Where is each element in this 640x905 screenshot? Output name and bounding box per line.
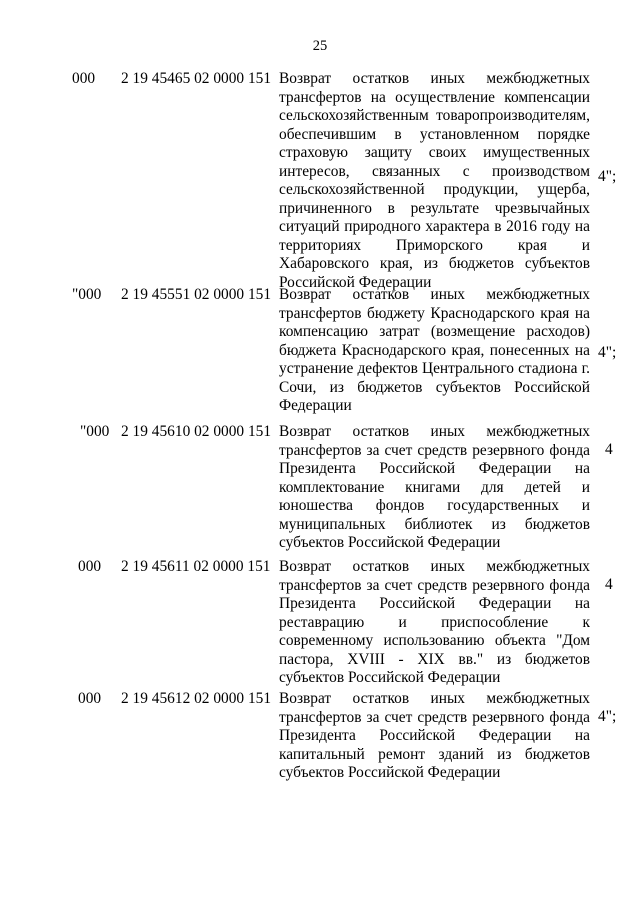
budget-classification-code: 2 19 45611 02 0000 151 — [121, 558, 271, 575]
revenue-description: Возврат остатков иных межбюджетных трансфертов бюджету Краснодарского края на компенсацию затрат (возмещение расходов) бюджета Краснодарского края, понесенных на устранение дефектов Центрального стадиона г. Сочи, из бюджетов субъектов Российской Федерации — [279, 286, 590, 414]
revenue-description: Возврат остатков иных межбюджетных трансфертов за счет средств резервного фонда Президента Российской Федерации на комплектование книгами для детей и юношества фондов государственных и муниципальных библиотек из бюджетов субъектов Российской Федерации — [279, 423, 590, 551]
budget-classification-code: 2 19 45465 02 0000 151 — [121, 70, 272, 87]
admin-code: 000 — [78, 558, 102, 575]
budget-classification-code: 2 19 45551 02 0000 151 — [121, 286, 272, 303]
admin-code: 000 — [72, 70, 96, 87]
admin-code: "000 — [72, 286, 102, 303]
admin-code: 000 — [78, 690, 102, 707]
budget-level: 4"; — [598, 708, 617, 725]
budget-level: 4 — [605, 441, 613, 458]
table-row — [0, 286, 640, 416]
revenue-description: Возврат остатков иных межбюджетных трансфертов на осуществление компенсации сельскохозяйственным товаропроизводителям, обеспечившим в установленном порядке страховую защиту своих имущественных интересов, связанных с производством сельскохозяйственной продукции, ущерба, причиненного в результате чрезвычайных ситуаций природного характера в 2016 году на территориях Приморского края и Хабаровского края, из бюджетов субъектов Российской Федерации — [279, 70, 590, 291]
table-row — [0, 690, 640, 790]
budget-level: 4"; — [598, 168, 617, 185]
budget-classification-code: 2 19 45612 02 0000 151 — [121, 690, 272, 707]
revenue-description: Возврат остатков иных межбюджетных трансфертов за счет средств резервного фонда Президента Российской Федерации на реставрацию и приспособление к современному использованию объекта "Дом пастора, XVIII - XIX вв." из бюджетов субъектов Российской Федерации — [279, 558, 590, 686]
revenue-description: Возврат остатков иных межбюджетных трансфертов за счет средств резервного фонда Президента Российской Федерации на капитальный ремонт зданий из бюджетов субъектов Российской Федерации — [279, 690, 590, 781]
page-number: 25 — [312, 38, 328, 54]
budget-level: 4 — [605, 576, 613, 593]
table-row — [0, 558, 640, 688]
table-row — [0, 70, 640, 291]
budget-classification-code: 2 19 45610 02 0000 151 — [121, 423, 272, 440]
table-row — [0, 423, 640, 553]
admin-code: "000 — [80, 423, 110, 440]
budget-level: 4"; — [598, 344, 617, 361]
